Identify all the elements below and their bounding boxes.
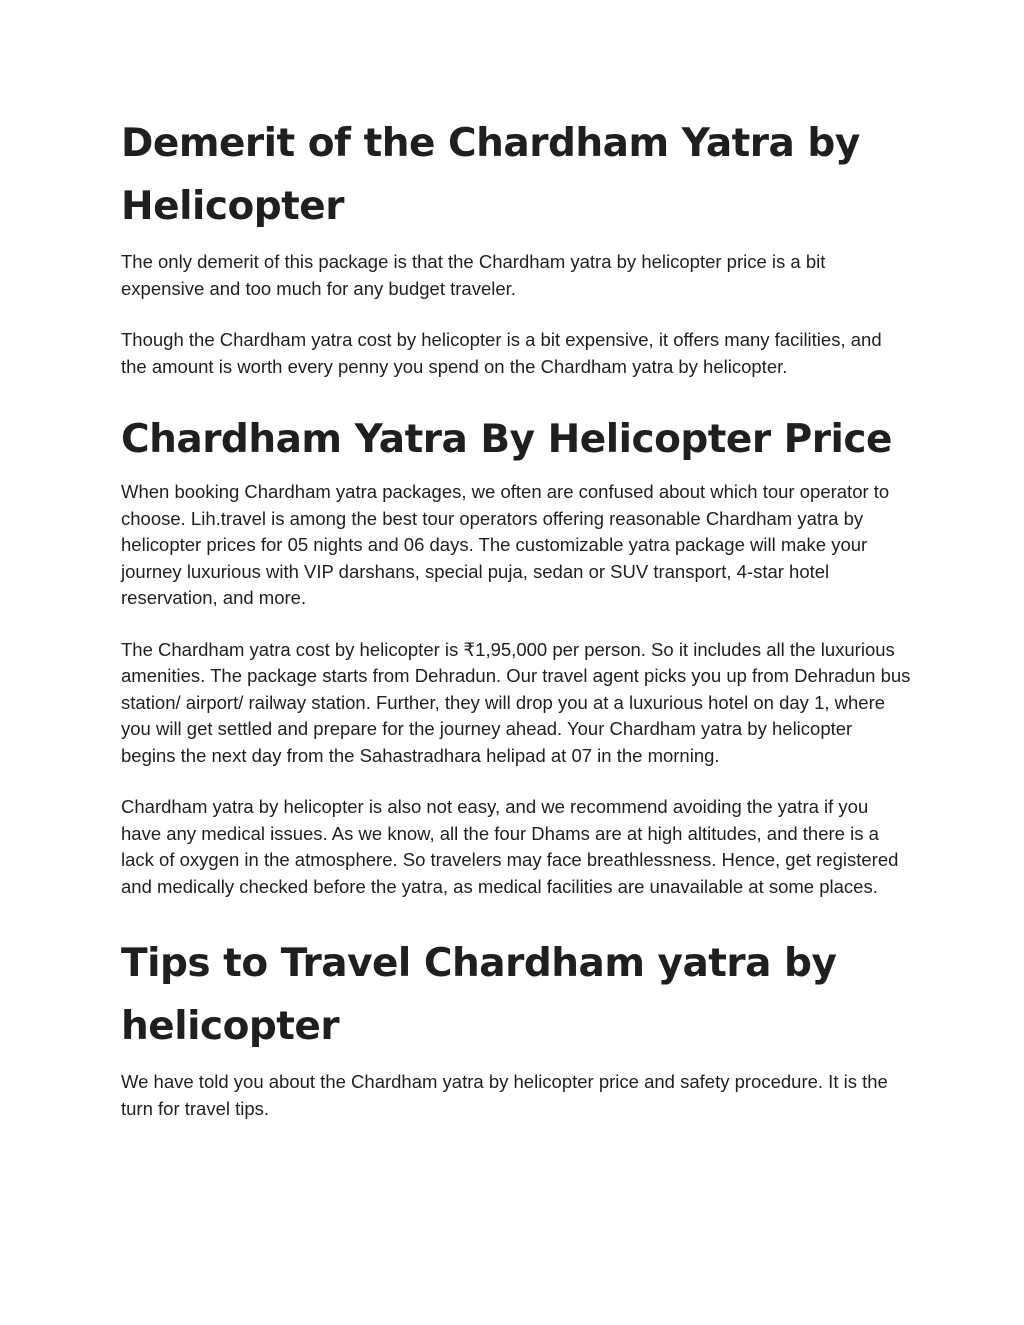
document-page: [121, 112, 911, 1122]
section-heading-price: Chardham Yatra By Helicopter Price: [121, 417, 892, 462]
paragraph: The only demerit of this package is that the Chardham yatra by helicopter price is a bit expensive and too much for any budget traveler.: [121, 251, 826, 299]
section-heading-tips: Tips to Travel Chardham yatra by helicopter: [121, 941, 837, 1049]
paragraph: Chardham yatra by helicopter is also not easy, and we recommend avoiding the yatra if you have any medical issues. As we know, all the four Dhams are at high altitudes, and there is a lack of oxygen in the atmosphere. So travelers may face breathlessness. Hence, get registered and medically checked before the yatra, as medical facilities are unavailable at some places.: [121, 796, 899, 897]
paragraph: Though the Chardham yatra cost by helicopter is a bit expensive, it offers many facilities, and the amount is worth every penny you spend on the Chardham yatra by helicopter.: [121, 329, 882, 377]
section-heading-demerit: Demerit of the Chardham Yatra by Helicopter: [121, 121, 860, 229]
paragraph: When booking Chardham yatra packages, we often are confused about which tour operator to choose. Lih.travel is among the best tour operators offering reasonable Chardham yatra by helicopter prices for 05 nights and 06 days. The customizable yatra package will make your journey luxurious with VIP darshans, special puja, sedan or SUV transport, 4-star hotel reservation, and more.: [121, 481, 890, 608]
paragraph: We have told you about the Chardham yatra by helicopter price and safety procedure. It is the turn for travel tips.: [121, 1071, 888, 1119]
paragraph: The Chardham yatra cost by helicopter is ₹1,95,000 per person. So it includes all the luxurious amenities. The package starts from Dehradun. Our travel agent picks you up from Dehradun bus station/ airport/ railway station. Further, they will drop you at a luxurious hotel on day 1, where you will get settled and prepare for the journey ahead. Your Chardham yatra by helicopter begins the next day from the Sahastradhara helipad at 07 in the morning.: [121, 638, 911, 766]
